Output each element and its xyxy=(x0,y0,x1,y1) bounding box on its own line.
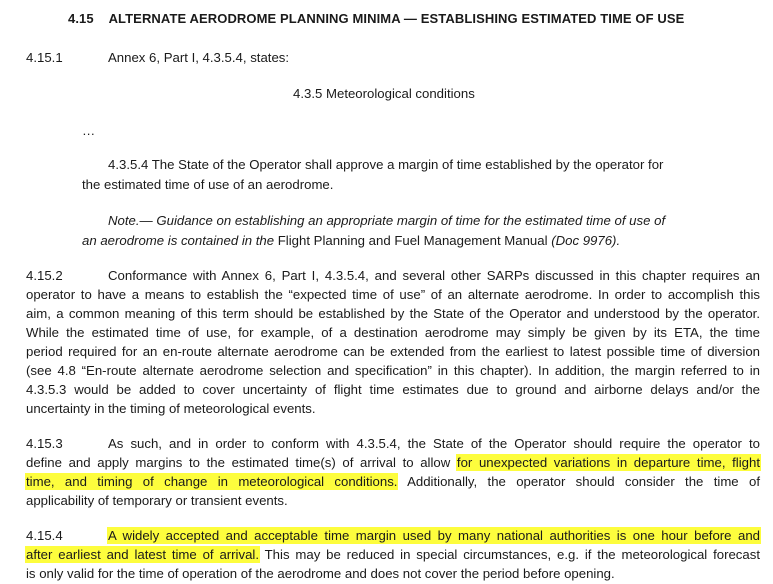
note-line-1: Note.— Guidance on establishing an appropriate margin of time for the estimated time of use of xyxy=(108,213,666,228)
highlighted-text: after earliest and latest time of arrival. xyxy=(26,547,260,562)
para-4-15-2-number: 4.15.2 xyxy=(26,268,63,283)
note-italic-part: an aerodrome is contained in the xyxy=(82,233,278,248)
quote-line-2: the estimated time of use of an aerodrome. xyxy=(82,177,334,192)
note-doc-ref: (Doc 9976). xyxy=(551,233,621,248)
para-4-15-2-line: uncertainty in the timing of meteorological events. xyxy=(26,401,316,416)
para-text: define and apply margins to the estimated time(s) of arrival to allow xyxy=(26,455,457,470)
para-4-15-4-number: 4.15.4 xyxy=(26,528,63,543)
para-4-15-3-line xyxy=(26,455,760,470)
highlighted-text: time, and timing of change in meteorological conditions. xyxy=(26,474,398,489)
para-4-15-4-line xyxy=(26,547,760,562)
quote-line-1: 4.3.5.4 The State of the Operator shall approve a margin of time established by the operator for xyxy=(108,157,664,172)
section-number: 4.15 xyxy=(68,11,94,26)
quote-heading: 4.3.5 Meteorological conditions xyxy=(293,86,475,101)
para-4-15-3-line: As such, and in order to conform with 4.3.5.4, the State of the Operator should require the operator to xyxy=(108,436,760,451)
para-4-15-3-line: applicability of temporary or transient events. xyxy=(26,493,288,508)
para-4-15-1-number: 4.15.1 xyxy=(26,50,63,65)
para-4-15-2-line: operator to have a means to establish the “expected time of use” of an alternate aerodrome. In order to accomplish this xyxy=(26,287,760,302)
para-4-15-4-line: is only valid for the time of operation of the aerodrome and does not cover the period before opening. xyxy=(26,566,615,581)
para-4-15-2-line: (see 4.8 “En-route alternate aerodrome selection and specification” in this chapter). In addition, the margin referred to in xyxy=(26,363,760,378)
note-line-2 xyxy=(82,233,620,248)
para-4-15-1-text: Annex 6, Part I, 4.3.5.4, states: xyxy=(108,50,290,65)
para-4-15-4-line xyxy=(108,528,760,543)
para-4-15-3-line xyxy=(26,474,760,489)
highlighted-text: for unexpected variations in departure time, flight xyxy=(456,455,760,470)
para-4-15-2-line: Conformance with Annex 6, Part I, 4.3.5.4, and several other SARPs discussed in this chapter requires an xyxy=(108,268,760,283)
highlighted-text: A widely accepted and acceptable time margin used by many national authorities is one hour before and xyxy=(108,528,760,543)
para-4-15-2-line: period required for an en-route alternate aerodrome can be extended from the earliest to latest possible time of diversion xyxy=(26,344,760,359)
para-4-15-2-line: 4.3.5.3 would be added to cover uncertainty of flight time estimates due to ground and airborne delays and/or the xyxy=(26,382,760,397)
para-text: This may be reduced in special circumstances, e.g. if the meteorological forecast xyxy=(259,547,760,562)
para-4-15-3-number: 4.15.3 xyxy=(26,436,63,451)
para-4-15-2-line: aim, a common meaning of this term should be established by the State of the Operator and understood by the operator. xyxy=(26,306,760,321)
section-title: ALTERNATE AERODROME PLANNING MINIMA — ESTABLISHING ESTIMATED TIME OF USE xyxy=(108,11,685,26)
ellipsis: … xyxy=(82,123,96,138)
note-manual-title: Flight Planning and Fuel Management Manual xyxy=(277,233,552,248)
section-heading xyxy=(68,11,684,26)
para-text: Additionally, the operator should consider the time of xyxy=(397,474,760,489)
para-4-15-2-line: While the estimated time of use, for example, of a destination aerodrome may simply be given by its ETA, the time xyxy=(26,325,760,340)
